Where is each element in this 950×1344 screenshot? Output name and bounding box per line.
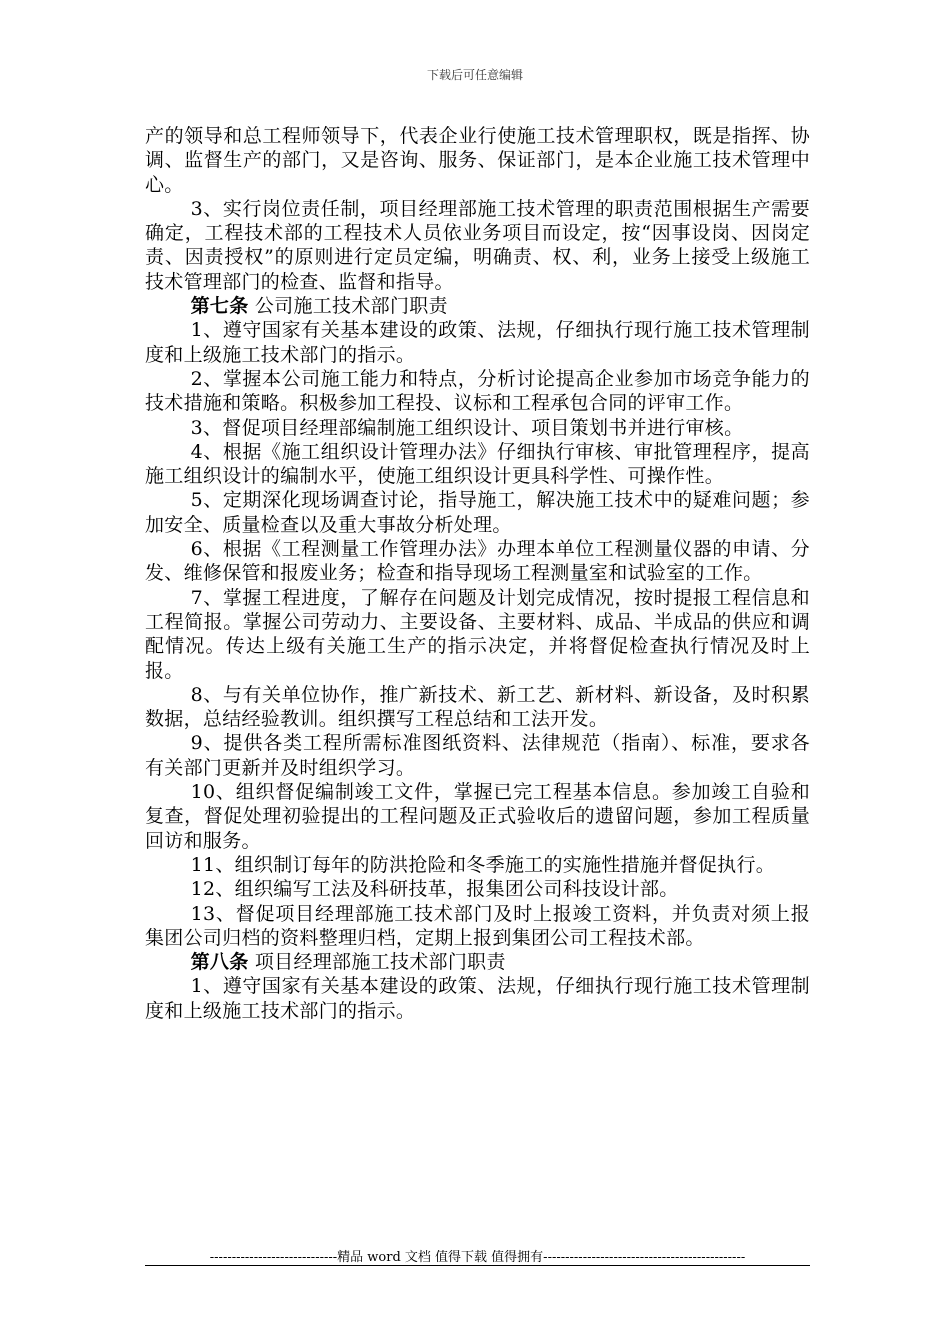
article-number: 第七条 (190, 295, 249, 318)
article-title: 项目经理部施工技术部门职责 (254, 951, 506, 974)
article-title: 公司施工技术部门职责 (254, 295, 448, 318)
list-item: 12、组织编写工法及科研技革，报集团公司科技设计部。 (190, 878, 679, 901)
footer-divider (145, 1265, 810, 1266)
document-body (145, 124, 810, 1023)
list-item: 13、督促项目经理部施工技术部门及时上报竣工资料，并负责对须上报集团公司归档的资料整理归档，定期上报到集团公司工程技术部。 (145, 902, 810, 949)
list-item: 9、提供各类工程所需标准图纸资料、法律规范（指南）、标准，要求各有关部门更新并及时组织学习。 (145, 732, 810, 779)
article-8-heading (145, 950, 810, 974)
page-header: 下载后可任意编辑 (426, 68, 523, 82)
article-7-heading (145, 294, 810, 318)
list-item: 1、遵守国家有关基本建设的政策、法规，仔细执行现行施工技术管理制度和上级施工技术部门的指示。 (145, 975, 810, 1022)
page-footer: -----------------------------精品 word 文档 值得下载 值得拥有---------------------------------------------- (209, 1250, 746, 1265)
list-item: 6、根据《工程测量工作管理办法》办理本单位工程测量仪器的申请、分发、维修保管和报废业务；检查和指导现场工程测量室和试验室的工作。 (145, 538, 810, 585)
article-number: 第八条 (190, 951, 249, 974)
list-item: 8、与有关单位协作，推广新技术、新工艺、新材料、新设备，及时积累数据，总结经验教训。组织撰写工程总结和工法开发。 (145, 683, 810, 731)
list-item: 2、掌握本公司施工能力和特点，分析讨论提高企业参加市场竞争能力的技术措施和策略。积极参加工程投、议标和工程承包合同的评审工作。 (145, 367, 810, 415)
list-item: 10、组织督促编制竣工文件，掌握已完工程基本信息。参加竣工自验和复查，督促处理初验提出的工程问题及正式验收后的遗留问题，参加工程质量回访和服务。 (145, 781, 810, 852)
list-item: 7、掌握工程进度，了解存在问题及计划完成情况，按时提报工程信息和工程简报。掌握公司劳动力、主要设备、主要材料、成品、半成品的供应和调配情况。传达上级有关施工生产的指示决定，并将督促检查执行情况及时上报。 (145, 586, 810, 682)
list-item: 4、根据《施工组织设计管理办法》仔细执行审核、审批管理程序，提高施工组织设计的编制水平，使施工组织设计更具科学性、可操作性。 (145, 440, 810, 488)
list-item: 11、组织制订每年的防洪抢险和冬季施工的实施性措施并督促执行。 (190, 853, 776, 876)
paragraph: 产的领导和总工程师领导下，代表企业行使施工技术管理职权，既是指挥、协调、监督生产的部门，又是咨询、服务、保证部门，是本企业施工技术管理中心。 (145, 125, 810, 196)
list-item: 1、遵守国家有关基本建设的政策、法规，仔细执行现行施工技术管理制度和上级施工技术部门的指示。 (145, 319, 810, 366)
paragraph: 3、实行岗位责任制，项目经理部施工技术管理的职责范围根据生产需要确定，工程技术部的工程技术人员依业务项目而设定，按“因事设岗、因岗定责、因责授权”的原则进行定员定编，明确责、权、利，业务上接受上级施工技术管理部门的检查、监督和指导。 (145, 197, 810, 293)
list-item: 3、督促项目经理部编制施工组织设计、项目策划书并进行审核。 (190, 416, 744, 439)
list-item: 5、定期深化现场调查讨论，指导施工，解决施工技术中的疑难问题；参加安全、质量检查以及重大事故分析处理。 (145, 489, 810, 536)
